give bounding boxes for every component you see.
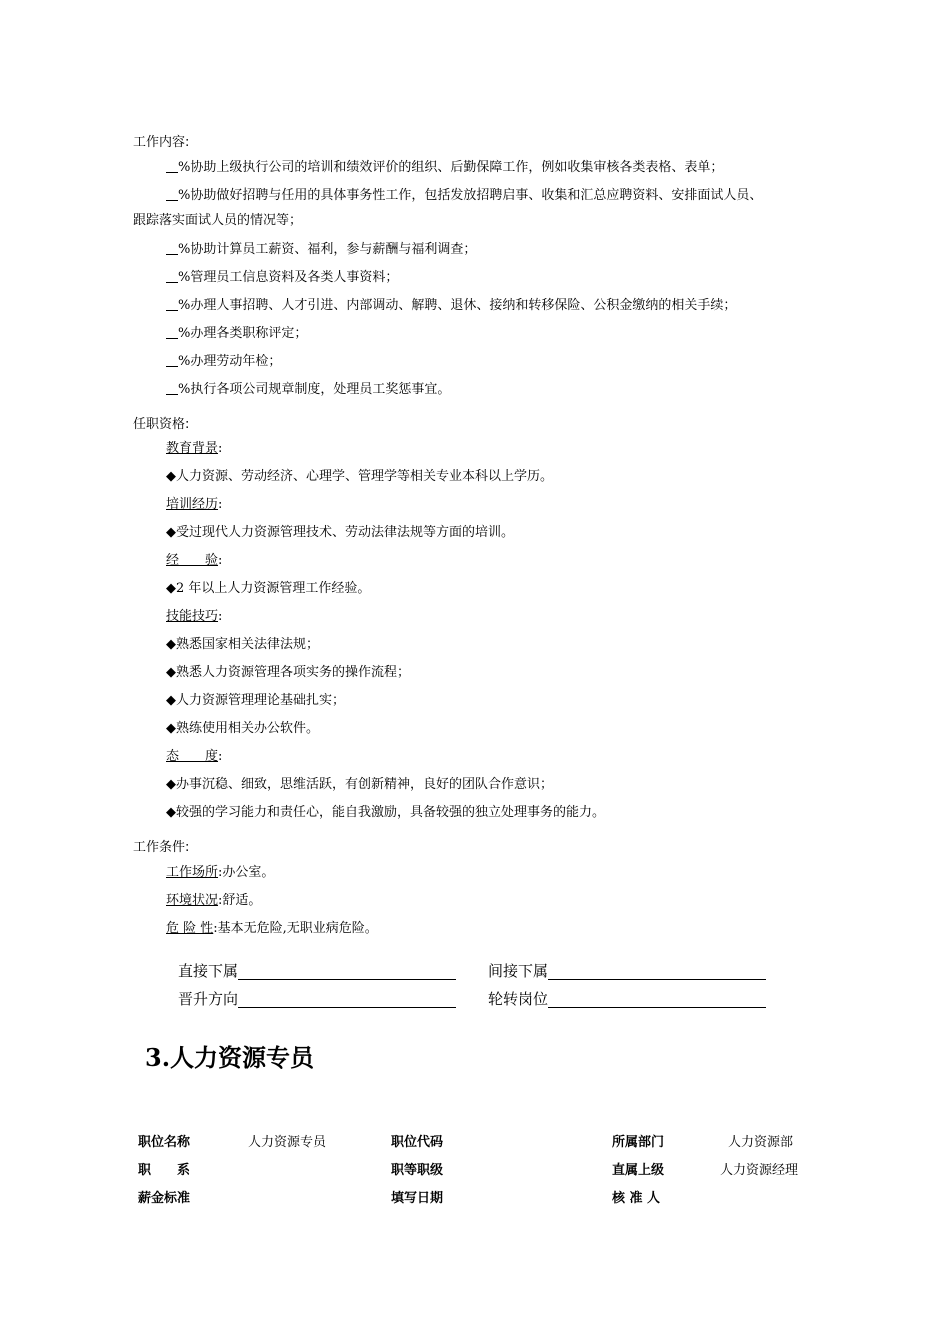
experience-item: ◆2 年以上人力资源管理工作经验。	[166, 581, 371, 596]
label-position-name: 职位名称	[138, 1135, 191, 1150]
risk-line: 危 险 性:基本无危险,无职业病危险。	[166, 921, 378, 936]
experience-label-line: 经 验:	[166, 553, 223, 568]
skills-item-4: ◆熟练使用相关办公软件。	[166, 721, 319, 736]
label-supervisor: 直属上级	[612, 1163, 665, 1178]
work-content-heading: 工作内容:	[133, 135, 190, 150]
work-item-4: %管理员工信息资料及各类人事资料；	[166, 269, 398, 287]
work-item-8: %执行各项公司规章制度，处理员工奖惩事宜。	[166, 381, 450, 399]
training-label-line: 培训经历:	[166, 497, 223, 512]
direct-subordinate-line[interactable]	[238, 963, 456, 980]
label-salary-standard: 薪金标准	[138, 1191, 191, 1206]
skills-item-3: ◆人力资源管理理论基础扎实；	[166, 693, 345, 708]
work-item-7: %办理劳动年检；	[166, 353, 281, 371]
section-title: 3.人力资源专员	[145, 1043, 315, 1072]
training-item: ◆受过现代人力资源管理技术、劳动法律法规等方面的培训。	[166, 525, 514, 540]
value-position-name: 人力资源专员	[248, 1135, 327, 1150]
label-fill-date: 填写日期	[391, 1191, 444, 1206]
work-item-2: %协助做好招聘与任用的具体事务性工作，包括发放招聘启事、收集和汇总应聘资料、安排面试人员、	[166, 187, 762, 205]
attitude-item-2: ◆较强的学习能力和责任心，能自我激励，具备较强的独立处理事务的能力。	[166, 805, 605, 820]
skills-item-2: ◆熟悉人力资源管理各项实务的操作流程；	[166, 665, 410, 680]
rotation-field: 轮转岗位	[488, 989, 766, 1009]
skills-label-line: 技能技巧:	[166, 609, 223, 624]
promotion-field: 晋升方向	[178, 989, 456, 1009]
work-place-line: 工作场所:办公室。	[166, 865, 275, 880]
direct-subordinate-field: 直接下属	[178, 961, 456, 981]
environment-line: 环境状况:舒适。	[166, 893, 262, 908]
conditions-heading: 工作条件:	[133, 840, 190, 855]
attitude-label-line: 态 度:	[166, 749, 223, 764]
work-item-1: %协助上级执行公司的培训和绩效评价的组织、后勤保障工作，例如收集审核各类表格、表单；	[166, 159, 723, 177]
label-position-code: 职位代码	[391, 1135, 444, 1150]
attitude-item-1: ◆办事沉稳、细致，思维活跃，有创新精神，良好的团队合作意识；	[166, 777, 553, 792]
value-supervisor: 人力资源经理	[720, 1163, 799, 1178]
work-item-3: %协助计算员工薪资、福利，参与薪酬与福利调查；	[166, 241, 476, 259]
value-department: 人力资源部	[728, 1135, 794, 1150]
work-item-2-cont: 跟踪落实面试人员的情况等；	[133, 213, 303, 228]
promotion-line[interactable]	[238, 991, 456, 1008]
work-item-6: %办理各类职称评定；	[166, 325, 307, 343]
indirect-subordinate-field: 间接下属	[488, 961, 766, 981]
label-approver: 核 准 人	[612, 1191, 661, 1206]
indirect-subordinate-line[interactable]	[548, 963, 766, 980]
education-label-line: 教育背景:	[166, 441, 223, 456]
label-department: 所属部门	[612, 1135, 665, 1150]
label-grade: 职等职级	[391, 1163, 444, 1178]
label-job-series: 职 系	[138, 1163, 191, 1178]
education-item: ◆人力资源、劳动经济、心理学、管理学等相关专业本科以上学历。	[166, 469, 553, 484]
qualifications-heading: 任职资格:	[133, 417, 190, 432]
skills-item-1: ◆熟悉国家相关法律法规；	[166, 637, 319, 652]
rotation-line[interactable]	[548, 991, 766, 1008]
work-item-5: %办理人事招聘、人才引进、内部调动、解聘、退休、接纳和转移保险、公积金缴纳的相关手续；	[166, 297, 736, 315]
